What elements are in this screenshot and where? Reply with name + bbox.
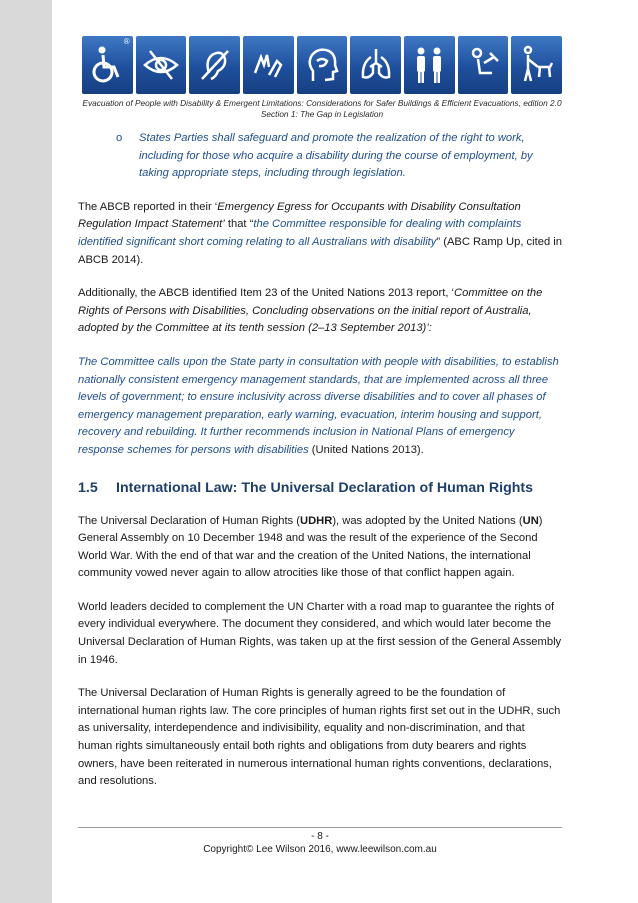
page-number: - 8 -	[311, 831, 329, 842]
quote-citation: (United Nations 2013).	[308, 443, 424, 456]
paragraph-udhr-adoption	[78, 513, 562, 583]
section-number: 1.5	[78, 479, 98, 496]
document-body	[78, 130, 562, 791]
bullet-marker: o	[116, 132, 123, 144]
paragraph-udhr-foundation: The Universal Declaration of Human Rights is generally agreed to be the foundation of international human rights law. The core principles of human rights first set out in the UDHR, such as universality, interdependence and indivisibility, equality and non-discrimination, and that human rights simultaneously entail both rights and obligations from duty bearers and rights owners, have been reiterated in numerous international human rights conventions, declarations, and resolutions.	[78, 687, 561, 788]
hearing-loss-icon	[189, 36, 240, 94]
para3-text-1: The Universal Declaration of Human Rights (	[78, 514, 300, 527]
para1-text-2: that “	[224, 218, 254, 231]
running-header	[82, 98, 562, 120]
paragraph-abcb-report	[78, 199, 562, 269]
para1-citation: ” (ABC Ramp Up, cited in ABCB 2014).	[78, 235, 562, 266]
para3-text-2: ), was adopted by the United Nations (	[332, 514, 523, 527]
page-footer	[78, 830, 562, 856]
people-icon	[404, 36, 455, 94]
respiratory-icon	[350, 36, 401, 94]
para2-report-title: Committee on the Rights of Persons with Disabilities, Concluding observations on the initial report of Australia, adopted by the Committee at its tenth session (2–13 September 2013)’:	[78, 287, 543, 335]
copyright-notice: Copyright© Lee Wilson 2016, www.leewilson.com.au	[203, 844, 437, 855]
registered-mark: ®	[123, 37, 130, 46]
un-abbreviation: UN	[522, 514, 539, 527]
header-title: Evacuation of People with Disability & Emergent Limitations: Considerations for Safer Buildings & Efficient Evacuations, edition 2.0	[82, 98, 562, 108]
paragraph-un-report	[78, 285, 562, 338]
para1-text-1: The ABCB reported in their ‘	[78, 200, 218, 213]
quote-text: The Committee calls upon the State party in consultation with people with disabilities, to establish nationally consistent emergency management standards, that are implemented across all three levels of government; to ensure inclusivity across diverse disabilities and to cover all phases of emergency management preparation, early warning, evacuation, interim housing and support, recovery and rebuilding. It further recommends inclusion in National Plans of emergency response schemes for persons with disabilities	[78, 355, 559, 456]
bullet-item	[116, 130, 562, 183]
bullet-text: States Parties shall safeguard and promote the realization of the right to work, including for those who acquire a disability during the course of employment, by taking appropriate steps, including through legislation.	[139, 132, 533, 180]
accessibility-banner	[82, 36, 562, 94]
para1-document-title: Emergency Egress for Occupants with Disability Consultation Regulation Impact Statement’	[78, 200, 521, 231]
reading-icon	[458, 36, 509, 94]
guide-dog-icon	[511, 36, 562, 94]
sign-language-icon	[243, 36, 294, 94]
section-heading	[78, 478, 562, 498]
udhr-abbreviation: UDHR	[299, 514, 333, 527]
para2-text: Additionally, the ABCB identified Item 23 of the United Nations 2013 report, ‘	[78, 287, 455, 300]
paragraph-world-leaders: World leaders decided to complement the UN Charter with a road map to guarantee the rights of every individual everywhere. The document they considered, and which would later become the Universal Declaration of Human Rights, was taken up at the first session of the General Assembly in 1946.	[78, 600, 562, 666]
header-section: Section 1: The Gap in Legislation	[260, 109, 384, 119]
para1-quote: the Committee responsible for dealing with complaints identified significant short coming relating to all Australians with disability	[78, 218, 522, 248]
footer-divider	[78, 827, 562, 828]
wheelchair-access-icon	[82, 36, 133, 94]
section-title: International Law: The Universal Declaration of Human Rights	[116, 479, 534, 496]
para3-text-3: ) General Assembly on 10 December 1948 and was the result of the experience of the Second World War. With the end of that war and the creation of the United Nations, the international community vowed never again to allow atrocities like those of that conflict happen again.	[78, 514, 543, 580]
low-vision-icon	[136, 36, 187, 94]
block-quote	[78, 354, 562, 460]
cognitive-disability-icon	[297, 36, 348, 94]
